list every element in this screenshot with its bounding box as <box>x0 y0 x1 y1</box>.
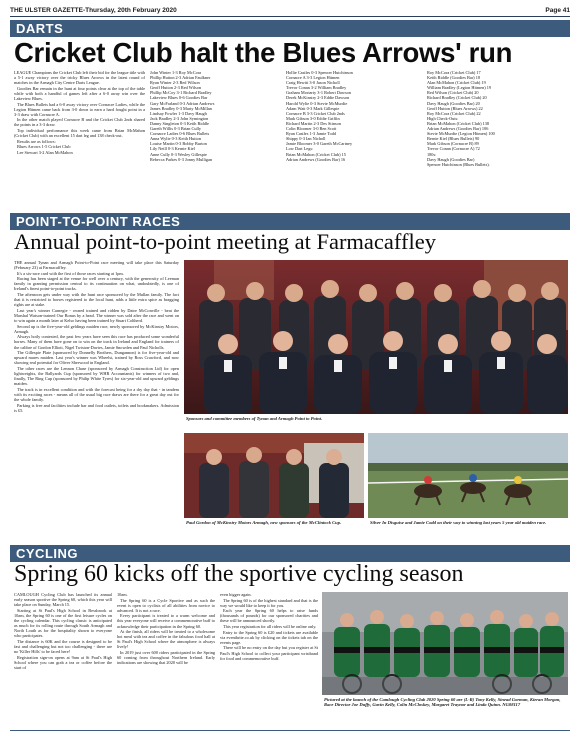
cycling-photo-caption: Pictured at the launch of the Camlough Cycling Club 2020 Spring 60 are (L-R) Tony Kelly, Sinead Gorman, Kieran Morgan, Race Director Joe Duffy, Gavin Kelly, Colin McCloskey, Margaret Traynor and Linda Quinn. NG08117 <box>324 697 561 708</box>
article-paragraph: Goodies Bar remain in the hunt at four points clear at the top of the table while with both a handful of games left after a 6-0 away win over the Lakeview Blues. <box>14 85 145 101</box>
article-paragraph: Second up is the five-year-old geldings maiden race, newly sponsored by McKinstry Motors, Armagh. <box>14 323 179 334</box>
result-line: Adrian Andrews (Goodies Bar) 16 <box>286 156 346 162</box>
darts-results-col-2 <box>150 70 281 210</box>
result-line: Ryan Winter 2-3 Red Wilson <box>150 80 200 86</box>
cycling-headline: Spring 60 kicks off the sportive cycling season <box>14 561 464 587</box>
result-line: Brian McMahon (Cricket Club) 15 <box>286 151 346 157</box>
result-line: Adrian Andrews (Goodies Bar) 106 <box>427 126 489 132</box>
result-line: Richard Martin 2-3 Des Stinson <box>286 120 341 126</box>
result-line: Cornacre Ladies 0-6 Blues Bullets <box>150 131 210 137</box>
article-paragraph: The afternoon gets under way with the hunt race sponsored by the Mullan family. The fact that it is restricted to horses registered to the local hunt, adds a little extra spice as bragging rights are at stake. <box>14 292 179 308</box>
result-line: Davy Haugh (Goodies Bar) <box>427 156 475 162</box>
result-line: Phillip McCoy 3-1 Richard Bradley <box>150 90 212 96</box>
article-paragraph: The Spring 60 is a Cycle Sportive and as such the event is open to cyclists of all abilities from novice to advanced. It is not a race. <box>117 597 215 613</box>
result-line: Phillip Hutton 2-3 Adrian Faulkner <box>150 75 211 81</box>
article-paragraph: LEAGUE Champions the Cricket Club left their bid for the league title with a 5-1 away victory over the tricky Blues Arrows in the latest round of matches in the Armagh City Centre Darts League. <box>14 70 145 86</box>
cycling-launch-photo <box>322 592 568 695</box>
article-paragraph: Top individual performance this week came from Brian McMahon (Cricket Club) with an excellent 15 dart leg and 138 check-out. <box>14 128 145 139</box>
committee-photo-image <box>184 260 568 414</box>
result-line: Cornacre A 3-3 Legion Hitmen <box>286 75 340 81</box>
article-paragraph: Racing has been staged at the venue for well over a century, with the generosity of Leeman family in granting permission central to its continuation on what, undoubtedly, is one of Ireland's finest point-to-point tracks. <box>14 276 179 292</box>
result-line: Shippy 0-3 Ian Nicholl <box>286 136 326 142</box>
p2p-article-col <box>14 260 179 542</box>
article-paragraph: There will be no entry on the day but you register at St Paul's High School to collect your participant wristband for food and commemorative buff. <box>220 645 318 661</box>
article-paragraph: 10am. <box>117 592 128 597</box>
result-line: Louise Martin 0-3 Bobby Burton <box>150 141 207 147</box>
result-line: Anne Cully 0-3 Wesley Gillespie <box>150 151 207 157</box>
result-line: Lily Neill 0-3 Kernie Kiel <box>150 146 195 152</box>
article-paragraph: The track is in excellent condition and with the forecast being for a dry day that - in tandem with its exciting races - means all of the usual big race draws are there for a great day out for the whole family. <box>14 386 179 402</box>
result-line: Craig Hewitt 3-0 Jason Nicholl <box>286 80 340 86</box>
sponsor-photo-image <box>184 433 364 518</box>
article-paragraph: Results are as follows: <box>17 138 56 144</box>
result-line: John Winter 1-3 Roy McCora <box>150 70 202 75</box>
result-line: Davy Haugh (Goodies Bar) 20 <box>427 100 480 106</box>
article-paragraph: Every participant is treated to a warm welcome and this year everyone will receive a commemorative buff to acknowledge their participation in the Spring 60. <box>117 613 215 629</box>
darts-section-bar: DARTS <box>10 20 570 37</box>
darts-headline: Cricket Club halt the Blues Arrows' run <box>14 37 513 68</box>
result-line: Jamie Bloomer 3-0 Gareth McCartney <box>286 141 353 147</box>
result-line: Jack Bradley 2-3 John Symington <box>150 115 209 121</box>
p2p-section-bar: POINT-TO-POINT RACES <box>10 213 570 230</box>
result-line: Brian McMahon (Cricket Club) 138 <box>427 120 490 126</box>
article-paragraph: The Gillespie Plate (sponsored by Donnelly Brothers, Dungannon) is for five-year-old and upward mares maiden. Last year's winner was Wheelst, trained by Ross Crawford, and now showing real potential for Oliver Sherwood in England. <box>14 350 179 366</box>
result-line: 180s: <box>427 151 437 157</box>
article-paragraph: Starting at St Paul's High School in Bessbrook at 10am, the Spring 60 is one of the first leisure cycles on the cycling calendar. This cycling classic is anticipated as much for its rolling route through South Armagh and North Louth as for the hospitality shown to everyone who participates. <box>14 607 112 639</box>
result-line: Low Dart Legs: <box>286 146 314 152</box>
result-line: Mark Gibson (Cornacre B) 89 <box>427 141 479 147</box>
article-paragraph: Parking is free and facilities include bar and food outlets, toilets and bookmakers. Admission is £5. <box>14 402 179 413</box>
article-paragraph: Each year the Spring 60 helps to raise funds (thousands of pounds) for our sponsored charities and these will be announced shortly. <box>220 608 318 624</box>
committee-photo-caption: Sponsors and committee members of Tynan and Armagh Point to Point. <box>186 416 323 421</box>
result-line: Mark Gibson 3-0 Eddie Griffin <box>286 115 340 121</box>
race-photo-caption: Silver In Disguise and Jamie Codd on their way to winning last years 5 year old maiden race. <box>370 520 547 525</box>
result-line: Spencer Hutchinson (Blues Bullets). <box>427 161 490 167</box>
cycling-launch-photo-image <box>322 592 568 695</box>
article-paragraph: This year registration for all riders will be online only. <box>223 624 317 630</box>
sponsor-photo <box>184 433 364 518</box>
race-photo-image <box>368 433 568 518</box>
result-line: Lindsay Fowler 1-3 Davy Haugh <box>150 110 207 116</box>
article-paragraph: Blues Arrows 1-5 Cricket Club <box>17 144 71 150</box>
result-line: Adam Watt 0-3 Mark Gillespie <box>286 105 340 111</box>
article-paragraph: Lee Stewart 3-2 Alan McMahon <box>17 149 73 155</box>
result-line: Gareth Willis 0-3 Brian Cully <box>150 126 202 132</box>
result-line: Cornacre B 3-3 Cricket Club 2nds <box>286 110 345 116</box>
sponsor-photo-caption: Paul Gordon of McKinstry Motors Armagh, new sponsors of the McClintock Cup. <box>186 520 342 525</box>
page-masthead <box>10 5 570 17</box>
result-line: Keith Riddle (Goodies Bar) 18 <box>427 75 480 81</box>
result-line: Graham Moriarty 3-1 Robert Dawson <box>286 90 351 96</box>
result-line: Colin Bloomer 3-0 Ben Scott <box>286 126 337 132</box>
race-photo <box>368 433 568 518</box>
committee-photo <box>184 260 568 414</box>
result-line: High Check-Outs: <box>427 115 459 121</box>
result-line: Trevor Conan (Cornacre A) 72 <box>427 146 480 152</box>
article-paragraph: It's a six-race card with the first of those races starting at 1pm. <box>17 270 124 276</box>
article-paragraph: In the other match played Cornacre B and the Cricket Club 2nds shared the points in a 3-3 draw. <box>14 117 145 128</box>
result-line: Trevor Conan 3-2 William Bradley <box>286 85 347 91</box>
article-paragraph: The other races are the Lennon Chase (sponsored by Armagh Construction Ltd) for open lightweights, the Ballyards Cup (sponsored by WHR Accountants) for winners of two and, finally, The Ring Cup (sponsored by Philip White Tyres) for six-year-old and upward geldings maiden. <box>14 365 179 387</box>
result-line: Lakeview Blues 0-6 Goodies Bar <box>150 95 208 101</box>
result-line: Danny Singleton 0-3 Keith Riddle <box>150 120 209 126</box>
result-line: Roy McCora (Cricket Club) 22 <box>427 110 481 116</box>
darts-results-col-3 <box>286 70 422 210</box>
result-line: Hollie Castles 0-3 Spencer Hutchinson <box>286 70 353 75</box>
result-line: Derek McKinstry 2-3 Eddie Dawson <box>286 95 350 101</box>
article-paragraph: In 2019 just over 600 riders participated in the Spring 60 coming from throughout Northern Ireland. Early indications are showing that 2020 will be <box>117 650 215 666</box>
result-line: Geoff Hutton 2-3 Red Wilson <box>150 85 201 91</box>
darts-results-col-4 <box>427 70 567 210</box>
result-line: Roy McCora (Cricket Club) 17 <box>427 70 481 75</box>
article-paragraph: Entry to the Spring 60 is £20 and tickets are available via eventbrite.co.uk by clicking on the tickets tab on the events page. <box>220 629 318 645</box>
darts-article-col-1 <box>14 70 145 210</box>
result-line: Richard Bradley (Cricket Club) 20 <box>427 95 487 101</box>
article-paragraph: Registration sign-on opens at 9am at St Paul's High School where you can grab a tea or coffee before the start of <box>14 654 112 670</box>
article-paragraph: Always hotly contested, the past few years have seen this race has produced some wonderful horses. Many of them have gone on to win on the track in Ireland and England for trainers of the calibre of Gordon Elliott, Nigel Twiston-Davies, Jamie Snowden and Paul Nicholls. <box>14 334 179 350</box>
article-paragraph: At the finish, all riders will be treated to a wholesome hot meal with tea and coffee in the fabulous food hall at St Paul's High School where the atmosphere is always lively! <box>117 629 215 650</box>
result-line: Rebecca Parkes 0-3 Jonny Mulligan <box>150 156 213 162</box>
article-paragraph: The distance is 60K and the course is designed to be fast and challenging but not too challenging - there are no 'Killer Hills' to be faced here! <box>14 638 112 655</box>
result-line: Anna Wylie 0-3 Keith Hutton <box>150 136 201 142</box>
result-line: Red Wilson (Cricket Club) 20 <box>427 90 479 96</box>
result-line: Stevie McMurdie (Legion Hitmen) 100 <box>427 131 495 137</box>
result-line: Geoff Hutton (Blues Arrows) 22 <box>427 105 483 111</box>
p2p-headline: Annual point-to-point meeting at Farmacaffley <box>14 229 436 254</box>
result-line: Ryan Castles 1-3 Jamie Todd <box>286 131 337 137</box>
article-paragraph: CAMLOUGH Cycling Club has launched its annual early season sportive the Spring 60, which this year will take place on Sunday, March 15. <box>14 592 112 608</box>
article-paragraph: Last year's winner Carnegie - owned trained and ridden by Daire McConville - beat the Marshal Watson-trained Our Bonus by a head. The winner was sold after the race and went on to win again a month later at Kelso having been trained by Stuart Coltherd. <box>14 307 179 324</box>
result-line: William Bradley (Legion Hitmen) 19 <box>427 85 492 91</box>
page-footer-rule <box>10 730 570 731</box>
result-line: Gary McFarland 0-3 Adrian Andrews <box>150 100 215 106</box>
article-paragraph: even bigger again. <box>220 592 252 597</box>
cycling-article-col-3 <box>220 592 318 728</box>
result-line: Alan McMahon (Cricket Club) 19 <box>427 80 486 86</box>
page-number: Page 41 <box>545 7 570 14</box>
article-paragraph: The Spring 60 is of the highest standard and that is the way we would like to keep it for you. <box>220 597 318 608</box>
cycling-article-col-1 <box>14 592 112 728</box>
result-line: Harold Wylie 0-3 Stevie McMurdie <box>286 100 348 106</box>
masthead-title: THE ULSTER GAZETTE-Thursday, 20th February 2020 <box>10 7 177 14</box>
cycling-section-bar: CYCLING <box>10 545 570 562</box>
article-paragraph: THE annual Tynan and Armagh Point-to-Point race meeting will take place this Saturday (February 23) at Farmacaffley. <box>14 260 179 271</box>
cycling-article-col-2 <box>117 592 215 728</box>
result-line: James Bradley 0-3 Marty McMillan <box>150 105 212 111</box>
article-paragraph: The Blues Bullets had a 6-0 away victory over Cornacre Ladies, while the Legion Hitmen came back from 3-0 down to earn a hard fought point in a 3-3 draw with Cornacre A. <box>14 101 145 117</box>
result-line: Bernie Kiel (Blues Bullets) 90 <box>427 136 480 142</box>
